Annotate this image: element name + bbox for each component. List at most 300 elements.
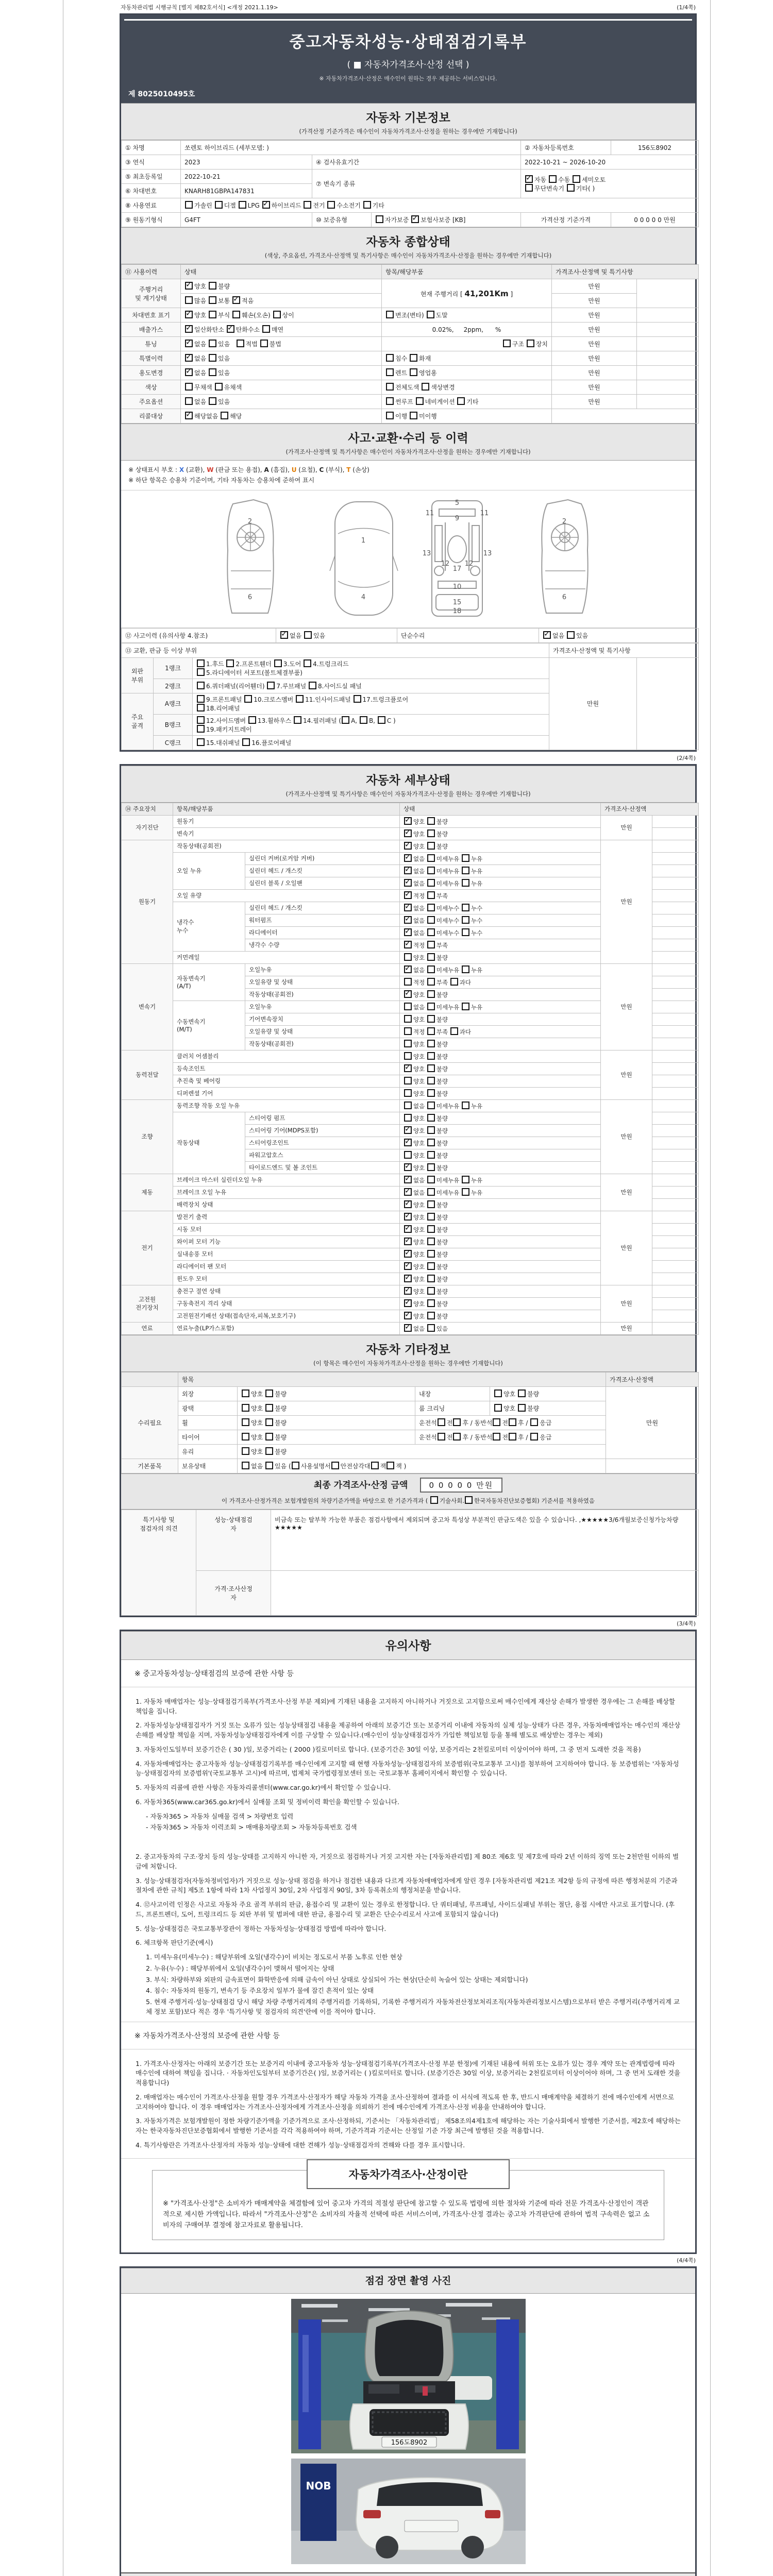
- checkbox[interactable]: [427, 916, 435, 924]
- checkbox[interactable]: [404, 1312, 412, 1319]
- checkbox[interactable]: [267, 682, 275, 689]
- checkbox[interactable]: [404, 1287, 412, 1295]
- checkbox[interactable]: [404, 916, 412, 924]
- cell: 동력전달: [122, 1050, 173, 1099]
- checkbox[interactable]: [185, 340, 193, 347]
- checkbox[interactable]: [273, 311, 281, 318]
- checkbox[interactable]: [494, 1389, 502, 1397]
- notice-heading-1: ※ 중고자동차성능·상태점검의 보증에 관한 사항 등: [121, 1660, 695, 1687]
- checkbox[interactable]: [427, 953, 435, 961]
- checkbox[interactable]: [386, 311, 394, 318]
- header-cell: 항목: [178, 1372, 606, 1386]
- checkbox[interactable]: [404, 1101, 412, 1109]
- checkbox[interactable]: [309, 682, 316, 689]
- cell: [652, 963, 699, 976]
- checkbox[interactable]: [427, 965, 435, 973]
- checkbox[interactable]: [404, 1027, 412, 1035]
- checkbox[interactable]: [462, 867, 469, 874]
- checkbox[interactable]: [427, 978, 435, 986]
- cell: ② 자동차등록번호: [521, 141, 611, 155]
- checkbox[interactable]: [404, 904, 412, 911]
- checkbox[interactable]: [462, 879, 469, 887]
- diagram-zone-number: 1: [361, 536, 366, 545]
- checkbox[interactable]: [404, 965, 412, 973]
- checkbox[interactable]: [427, 842, 435, 850]
- notice-item: 5. 성능·상태점검은 국토교통부장관이 정하는 자동차성능·상태점검 방법에 따라야 합니다.: [136, 1924, 386, 1933]
- checkbox[interactable]: [185, 383, 193, 391]
- checkbox[interactable]: [197, 682, 205, 689]
- checkbox[interactable]: [209, 296, 216, 304]
- text-segment: U: [291, 466, 297, 473]
- checkbox[interactable]: [376, 215, 383, 223]
- symbol-note2: ※ 하단 항목은 승용차 기준이며, 기타 자동차는 승용차에 준하여 표시: [128, 477, 315, 484]
- checkbox[interactable]: [427, 867, 435, 874]
- checkbox[interactable]: [404, 1003, 412, 1010]
- cell: 운전석 전 후 / 동반석 전 후 / 응급: [415, 1415, 606, 1430]
- checkbox[interactable]: [404, 1064, 412, 1072]
- checkbox[interactable]: [242, 1433, 249, 1440]
- checkbox[interactable]: [453, 1418, 461, 1426]
- cell: [652, 1137, 699, 1149]
- cell: ✓ 없음 있음: [276, 628, 397, 642]
- checkbox[interactable]: [244, 695, 252, 703]
- checkbox[interactable]: [363, 201, 371, 209]
- checkbox[interactable]: [185, 412, 193, 419]
- section-accident-title: 사고·교환·수리 등 이력: [348, 432, 468, 445]
- checkbox[interactable]: [525, 175, 533, 183]
- cell: 용도변경: [122, 366, 181, 380]
- checkbox[interactable]: [462, 854, 469, 862]
- checkbox[interactable]: [567, 184, 575, 192]
- checkbox[interactable]: [209, 368, 216, 376]
- checkbox[interactable]: [427, 1200, 435, 1208]
- checkbox[interactable]: [493, 1418, 500, 1426]
- checkbox[interactable]: [427, 817, 435, 825]
- checkbox[interactable]: [404, 1015, 412, 1023]
- cell: 만원: [601, 1050, 652, 1099]
- checkbox[interactable]: [404, 1188, 412, 1196]
- page-edge-right: [710, 0, 711, 2576]
- checkbox[interactable]: [427, 1089, 435, 1097]
- checkbox[interactable]: [265, 1418, 273, 1426]
- checkbox[interactable]: [573, 175, 580, 183]
- checkbox[interactable]: [226, 659, 234, 667]
- cell: 운전석 전 후 / 동반석 전 후 / 응급: [415, 1430, 606, 1444]
- car-diagram-svg: [125, 494, 692, 622]
- checkbox[interactable]: [427, 1064, 435, 1072]
- cell: 만원: [601, 1211, 652, 1285]
- checkbox[interactable]: [215, 383, 223, 391]
- checkbox[interactable]: [427, 1176, 435, 1183]
- checkbox[interactable]: [427, 928, 435, 936]
- checkbox[interactable]: [296, 695, 304, 703]
- checkbox[interactable]: [185, 201, 193, 209]
- checkbox[interactable]: [371, 1462, 379, 1469]
- checkbox[interactable]: [410, 412, 417, 419]
- checkbox[interactable]: [410, 368, 417, 376]
- checkbox[interactable]: [227, 325, 234, 333]
- checkbox[interactable]: [549, 175, 557, 183]
- checkbox[interactable]: [404, 1151, 412, 1159]
- checkbox[interactable]: [304, 631, 312, 639]
- checkbox[interactable]: [304, 659, 311, 667]
- checkbox[interactable]: [427, 311, 434, 318]
- checkbox[interactable]: [427, 1139, 435, 1146]
- checkbox[interactable]: [185, 296, 193, 304]
- checkbox[interactable]: [462, 1176, 469, 1183]
- checkbox[interactable]: [221, 412, 228, 419]
- cell: [652, 1285, 699, 1297]
- checkbox[interactable]: [462, 904, 469, 911]
- checkbox[interactable]: [493, 1433, 500, 1440]
- checkbox[interactable]: [304, 201, 311, 209]
- checkbox[interactable]: [494, 1404, 502, 1412]
- diagram-zone-number: 10: [452, 583, 462, 591]
- checkbox[interactable]: [386, 368, 394, 376]
- cell: 수동변속기 (M/T): [173, 1001, 245, 1050]
- checkbox[interactable]: [327, 201, 335, 209]
- checkbox[interactable]: [427, 1213, 435, 1221]
- checkbox[interactable]: [197, 668, 205, 676]
- checkbox[interactable]: [294, 716, 301, 724]
- checkbox[interactable]: [404, 879, 412, 887]
- checkbox[interactable]: [331, 1462, 339, 1469]
- checkbox[interactable]: [280, 631, 288, 639]
- checkbox[interactable]: [404, 867, 412, 874]
- table-row: [122, 337, 699, 351]
- cell: 이행 미이행: [382, 409, 552, 423]
- checkbox[interactable]: [404, 817, 412, 825]
- checkbox[interactable]: [518, 1389, 526, 1397]
- checkbox[interactable]: [404, 1089, 412, 1097]
- checkbox[interactable]: [386, 397, 394, 405]
- section-detail-header: [121, 766, 695, 803]
- cell: ⑧ 사용연료: [122, 198, 181, 213]
- table-row: [122, 1174, 699, 1186]
- checkbox[interactable]: [404, 990, 412, 998]
- cell: 양호 불량: [238, 1415, 415, 1430]
- cell: 12.사이드멤버 13.휠하우스 14.필러패널 ( A, B, C ) 19.패키지트레이: [193, 714, 549, 735]
- checkbox[interactable]: [242, 1389, 249, 1397]
- cell: 양호 불량: [400, 1087, 601, 1099]
- section-accident-header: [121, 423, 695, 461]
- checkbox[interactable]: [427, 1324, 435, 1332]
- checkbox[interactable]: [430, 1496, 438, 1504]
- checkbox[interactable]: [404, 1176, 412, 1183]
- checkbox[interactable]: [422, 383, 429, 391]
- checkbox[interactable]: [530, 1433, 538, 1440]
- checkbox[interactable]: [404, 1238, 412, 1245]
- cell: ✓ 양호 불량: [400, 1235, 601, 1248]
- checkbox[interactable]: [292, 1462, 299, 1469]
- cell: [652, 1099, 699, 1112]
- checkbox[interactable]: [265, 1447, 273, 1455]
- cell: ✓ 없음 미세누유 누유: [400, 852, 601, 865]
- checkbox[interactable]: [215, 201, 223, 209]
- accident-history-table-table: [121, 628, 699, 643]
- checkbox[interactable]: [410, 354, 417, 362]
- checkbox[interactable]: [185, 311, 193, 318]
- checkbox[interactable]: [427, 1188, 435, 1196]
- checkbox[interactable]: [260, 340, 268, 347]
- checkbox[interactable]: [450, 978, 458, 986]
- checkbox[interactable]: [404, 1163, 412, 1171]
- checkbox[interactable]: [427, 1262, 435, 1270]
- checkbox[interactable]: [427, 1015, 435, 1023]
- checkbox[interactable]: [274, 659, 282, 667]
- checkbox[interactable]: [427, 891, 435, 899]
- checkbox[interactable]: [427, 1040, 435, 1047]
- checkbox[interactable]: [427, 1126, 435, 1134]
- etc-info-table-table: [121, 1372, 699, 1473]
- notice-item: 2. 매매업자는 매수인이 가격조사·산정을 원할 경우 가격조사·산정자가 해당 자동차 가격을 조사·산정하여 결과를 이 서식에 적도록 한 후, 반드시 매매계약을 체결하기 전에 매수인에게 서면으로 고지하여야 합니다. 이 경우 매매업자는 가격조사·산정자에게 가격조사·산정을 의뢰하기 전에 매수인에게 가격조사·산정 비용을 안내하여야 합니다.: [136, 2093, 675, 2111]
- checkbox[interactable]: [427, 854, 435, 862]
- checkbox[interactable]: [248, 716, 256, 724]
- checkbox[interactable]: [197, 704, 205, 711]
- cell: 만원: [552, 366, 637, 380]
- checkbox[interactable]: [465, 1496, 473, 1504]
- cell: ✓ 양호 불량: [400, 1137, 601, 1149]
- checkbox[interactable]: [567, 631, 575, 639]
- diagram-zone-number: 2: [562, 517, 567, 526]
- cell: 양호 불량: [238, 1430, 415, 1444]
- checkbox[interactable]: [197, 738, 205, 746]
- checkbox[interactable]: [265, 1389, 273, 1397]
- checkbox[interactable]: [197, 695, 205, 703]
- basic-info-table: [121, 140, 695, 227]
- checkbox[interactable]: [404, 1040, 412, 1047]
- checkbox[interactable]: [427, 1151, 435, 1159]
- cell: 양호 불량: [400, 1038, 601, 1050]
- checkbox[interactable]: [503, 340, 511, 347]
- notice-item: 2. 중고자동차의 구조·장치 등의 성능·상태를 고지하지 아니한 자, 거짓으로 점검하거나 거짓 고지한 자는 [자동차관리법] 제 80조 제6호 및 제7호에 따라 2년 이하의 징역 또는 2천만원 이하의 벌금에 처합니다.: [136, 1853, 679, 1870]
- checkbox[interactable]: [262, 201, 270, 209]
- checkbox[interactable]: [427, 904, 435, 911]
- cell: 충전구 절연 상태: [173, 1285, 400, 1297]
- checkbox[interactable]: [427, 1275, 435, 1282]
- checkbox[interactable]: [404, 1225, 412, 1233]
- checkbox[interactable]: [404, 1213, 412, 1221]
- cell: 외판 부위: [122, 657, 154, 693]
- cell: ✓ 양호 불량: [400, 1161, 601, 1174]
- cell: ④ 검사유효기간: [312, 155, 521, 170]
- checkbox[interactable]: [530, 1418, 538, 1426]
- section-detail-title: 자동차 세부상태: [366, 773, 450, 787]
- checkbox[interactable]: [185, 325, 193, 333]
- checkbox[interactable]: [509, 1418, 516, 1426]
- checkbox[interactable]: [427, 1003, 435, 1010]
- diagram-zone-number: 5: [455, 499, 460, 507]
- checkbox[interactable]: [354, 695, 361, 703]
- checkbox[interactable]: [232, 311, 240, 318]
- checkbox[interactable]: [404, 1052, 412, 1060]
- checkbox[interactable]: [386, 412, 394, 419]
- checkbox[interactable]: [427, 1238, 435, 1245]
- checkbox[interactable]: [450, 1027, 458, 1035]
- checkbox[interactable]: [411, 215, 419, 223]
- checkbox[interactable]: [427, 1287, 435, 1295]
- text-segment: (판금 또는 용접),: [213, 466, 264, 473]
- cell: 156도8902: [611, 141, 699, 155]
- checkbox[interactable]: [427, 1027, 435, 1035]
- checkbox[interactable]: [427, 1250, 435, 1258]
- cell: [652, 1273, 699, 1285]
- checkbox[interactable]: [404, 1077, 412, 1084]
- cell: 실린더 헤드 / 개스킷: [245, 865, 400, 877]
- checkbox[interactable]: [462, 1188, 469, 1196]
- cell: 브레이크 오일 누유: [173, 1186, 400, 1198]
- cell: ✓ 없음 미세누유 누유: [400, 1174, 601, 1186]
- table-row: [122, 1285, 699, 1297]
- checkbox[interactable]: [416, 397, 424, 405]
- text-segment: T: [346, 466, 351, 473]
- cell: 양호 불량: [400, 1112, 601, 1124]
- checkbox[interactable]: [404, 842, 412, 850]
- checkbox[interactable]: [209, 397, 216, 405]
- checkbox[interactable]: [404, 953, 412, 961]
- checkbox[interactable]: [453, 1433, 461, 1440]
- title-band: [121, 15, 695, 103]
- checkbox[interactable]: [209, 354, 216, 362]
- checkbox[interactable]: [427, 990, 435, 998]
- checkbox[interactable]: [404, 1139, 412, 1146]
- section-overall-header: [121, 227, 695, 264]
- notice-item: 1. 미세누유(미세누수) : 해당부위에 오일(냉각수)이 비치는 정도로서 부품 노후로 인한 현상: [146, 1953, 403, 1961]
- checkbox[interactable]: [462, 1003, 469, 1010]
- checkbox[interactable]: [427, 1225, 435, 1233]
- checkbox[interactable]: [427, 1077, 435, 1084]
- checkbox[interactable]: [386, 383, 394, 391]
- checkbox[interactable]: [462, 916, 469, 924]
- checkbox[interactable]: [404, 1200, 412, 1208]
- cell: [637, 279, 699, 308]
- cell: 실린더 블록 / 오일팬: [245, 877, 400, 889]
- notice-title: 유의사항: [385, 1639, 431, 1653]
- checkbox[interactable]: [360, 716, 367, 724]
- cell: [652, 1149, 699, 1161]
- checkbox[interactable]: [404, 928, 412, 936]
- checkbox[interactable]: [462, 928, 469, 936]
- cell: 없음 미세누유 누유: [400, 1099, 601, 1112]
- checkbox[interactable]: [427, 1101, 435, 1109]
- text-segment: 현재 주행거리 [: [420, 290, 465, 298]
- checkbox[interactable]: [404, 891, 412, 899]
- cell: 조향: [122, 1099, 173, 1174]
- checkbox[interactable]: [427, 1114, 435, 1122]
- checkbox[interactable]: [185, 368, 193, 376]
- header-cell: ⑪ 사용이력: [122, 265, 181, 279]
- pricing-info-wrap: [121, 2158, 695, 2252]
- checkbox[interactable]: [265, 1404, 273, 1412]
- cell: ✓ 적정 부족: [400, 889, 601, 902]
- checkbox[interactable]: [185, 397, 193, 405]
- checkbox[interactable]: [232, 296, 240, 304]
- checkbox[interactable]: [527, 340, 534, 347]
- checkbox[interactable]: [197, 716, 205, 724]
- checkbox[interactable]: [378, 716, 385, 724]
- table-row: [122, 1211, 699, 1223]
- checkbox[interactable]: [242, 1462, 249, 1469]
- checkbox[interactable]: [543, 631, 551, 639]
- checkbox[interactable]: [209, 340, 216, 347]
- checkbox[interactable]: [438, 1433, 445, 1440]
- checkbox[interactable]: [404, 978, 412, 986]
- checkbox[interactable]: [242, 1447, 249, 1455]
- section-basic-sub: (가격산정 기준가격은 매수인이 자동차가격조사·산정을 원하는 경우에만 기재합니다): [299, 128, 517, 135]
- cell: 연료: [122, 1322, 173, 1334]
- checkbox[interactable]: [404, 829, 412, 837]
- checkbox[interactable]: [404, 854, 412, 862]
- cell: 작동상태(공회전): [173, 840, 400, 852]
- cell: 변속기: [173, 827, 400, 840]
- table-row: [122, 643, 699, 657]
- cell: 2023: [181, 155, 312, 170]
- cell: 등속조인트: [173, 1062, 400, 1075]
- checkbox[interactable]: [342, 716, 349, 724]
- checkbox[interactable]: [404, 1275, 412, 1282]
- checkbox[interactable]: [404, 1299, 412, 1307]
- checkbox[interactable]: [242, 1418, 249, 1426]
- cell: ⑥ 차대번호: [122, 184, 181, 198]
- checkbox[interactable]: [265, 1433, 273, 1440]
- checkbox[interactable]: [209, 282, 216, 290]
- checkbox[interactable]: [427, 1163, 435, 1171]
- checkbox[interactable]: [462, 1101, 469, 1109]
- checkbox[interactable]: [197, 725, 205, 733]
- notice-item: - 자동차365 > 자동차 이력조회 > 매매용차량조회 > 자동차등록번호 검색: [146, 1823, 357, 1832]
- cell: 오일 누유: [173, 852, 245, 889]
- notice-list-2: [121, 1842, 695, 2022]
- checkbox[interactable]: [457, 397, 465, 405]
- checkbox[interactable]: [438, 1418, 445, 1426]
- document-sheet: [120, 0, 697, 2576]
- checkbox[interactable]: [404, 1262, 412, 1270]
- checkbox[interactable]: [525, 184, 533, 192]
- checkbox[interactable]: [427, 941, 435, 948]
- checkbox[interactable]: [242, 1404, 249, 1412]
- checkbox[interactable]: [462, 965, 469, 973]
- checkbox[interactable]: [427, 879, 435, 887]
- checkbox[interactable]: [427, 1312, 435, 1319]
- checkbox[interactable]: [386, 1462, 394, 1469]
- checkbox[interactable]: [239, 201, 246, 209]
- cell: [637, 323, 699, 337]
- checkbox[interactable]: [237, 340, 244, 347]
- cell: 주행거리 및 계기상태: [122, 279, 181, 308]
- checkbox[interactable]: [427, 1052, 435, 1060]
- checkbox[interactable]: [197, 659, 205, 667]
- checkbox[interactable]: [427, 1299, 435, 1307]
- checkbox[interactable]: [404, 1126, 412, 1134]
- checkbox[interactable]: [185, 354, 193, 362]
- checkbox[interactable]: [262, 325, 270, 333]
- checkbox[interactable]: [427, 829, 435, 837]
- checkbox[interactable]: [265, 1462, 273, 1469]
- cell: 실내송풍 모터: [173, 1248, 400, 1260]
- checkbox[interactable]: [518, 1404, 526, 1412]
- checkbox[interactable]: [209, 311, 216, 318]
- checkbox[interactable]: [404, 1114, 412, 1122]
- cell: 만원: [601, 1285, 652, 1322]
- cell: ③ 연식: [122, 155, 181, 170]
- checkbox[interactable]: [242, 738, 250, 746]
- checkbox[interactable]: [185, 282, 193, 290]
- checkbox[interactable]: [404, 941, 412, 948]
- checkbox[interactable]: [509, 1433, 516, 1440]
- checkbox[interactable]: [386, 354, 394, 362]
- checkbox[interactable]: [404, 1250, 412, 1258]
- checkbox[interactable]: [404, 1324, 412, 1332]
